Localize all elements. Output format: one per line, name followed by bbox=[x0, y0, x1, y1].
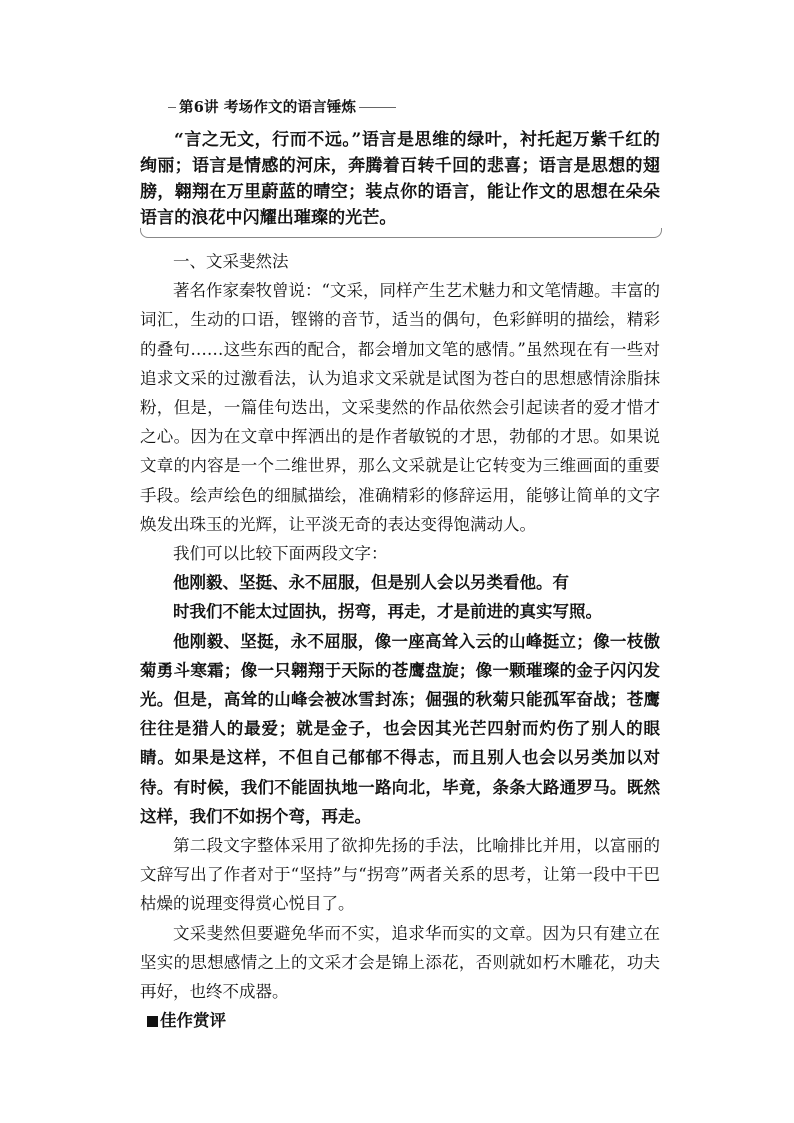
example-two: 他刚毅、坚挺，永不屈服，像一座高耸入云的山峰挺立；像一枝傲菊勇斗寒霜；像一只翱翔于天际的苍鹰盘旋；像一颗璀璨的金子闪闪发光。但是，高耸的山峰会被冰雪封冻；倔强的秋菊只能孤军奋战；苍鹰往往是猎人的最爱；就是金子，也会因其光芒四射而灼伤了别人的眼睛。如果是这样，不但自己郁郁不得志，而且别人也会以另类加以对待。有时候，我们不能固执地一路向北，毕竟，条条大路通罗马。既然这样，我们不如拐个弯，再走。 bbox=[140, 631, 660, 826]
intro-paragraph: “言之无文，行而不远。”语言是思维的绿叶，衬托起万紫千红的绚丽；语言是情感的河床，奔腾着百转千回的悲喜；语言是思想的翅膀，翱翔在万里蔚蓝的晴空；装点你的语言，能让作文的思想在朵朵语言的浪花中闪耀出璀璨的光芒。 bbox=[140, 130, 660, 228]
review-heading-line bbox=[140, 1006, 660, 1035]
paragraph-compare: 我们可以比较下面两段文字： bbox=[173, 544, 388, 564]
review-heading: 佳作赏评 bbox=[160, 1011, 226, 1031]
intro-block bbox=[140, 127, 660, 231]
paragraph-qin-mu: 著名作家秦牧曾说：“文采，同样产生艺术魅力和文笔情趣。丰富的词汇，生动的口语，铿锵的音节，适当的偶句，色彩鲜明的描绘，精彩的叠句……这些东西的配合，都会增加文笔的感情。”虽然现在有一些对追求文采的过激看法，认为追求文采就是试图为苍白的思想感情涂脂抹粉，但是，一篇佳句迭出，文采斐然的作品依然会引起读者的爱才惜才之心。因为在文章中挥洒出的是作者敏锐的才思，勃郁的才思。如果说文章的内容是一个二维世界，那么文采就是让它转变为三维画面的重要手段。绘声绘色的细腻描绘，准确精彩的修辞运用，能够让简单的文字焕发出珠玉的光辉，让平淡无奇的表达变得饱满动人。 bbox=[140, 281, 660, 534]
lecture-title: 第6讲 考场作文的语言锤炼 bbox=[176, 97, 359, 119]
example-one-line-1: 他刚毅、坚挺、永不屈服，但是别人会以另类看他。有 bbox=[173, 573, 569, 593]
paragraph-conclusion: 文采斐然但要避免华而不实，追求华而实的文章。因为只有建立在坚实的思想感情之上的文采才会是锦上添花，否则就如朽木雕花，功夫再好，也终不成器。 bbox=[140, 923, 660, 1002]
example-one-line-2: 时我们不能太过固执，拐弯，再走，才是前进的真实写照。 bbox=[173, 602, 602, 622]
section-heading: 一、文采斐然法 bbox=[173, 252, 289, 271]
main-body bbox=[140, 247, 660, 1035]
lecture-header bbox=[168, 97, 408, 121]
black-square-icon bbox=[147, 1016, 158, 1027]
intro-bracket-rule bbox=[140, 228, 662, 238]
paragraph-analysis: 第二段文字整体采用了欲抑先扬的手法，比喻排比并用，以富丽的文辞写出了作者对于“坚持”与“拐弯”两者关系的思考，让第一段中干巴枯燥的说理变得赏心悦目了。 bbox=[140, 836, 660, 914]
